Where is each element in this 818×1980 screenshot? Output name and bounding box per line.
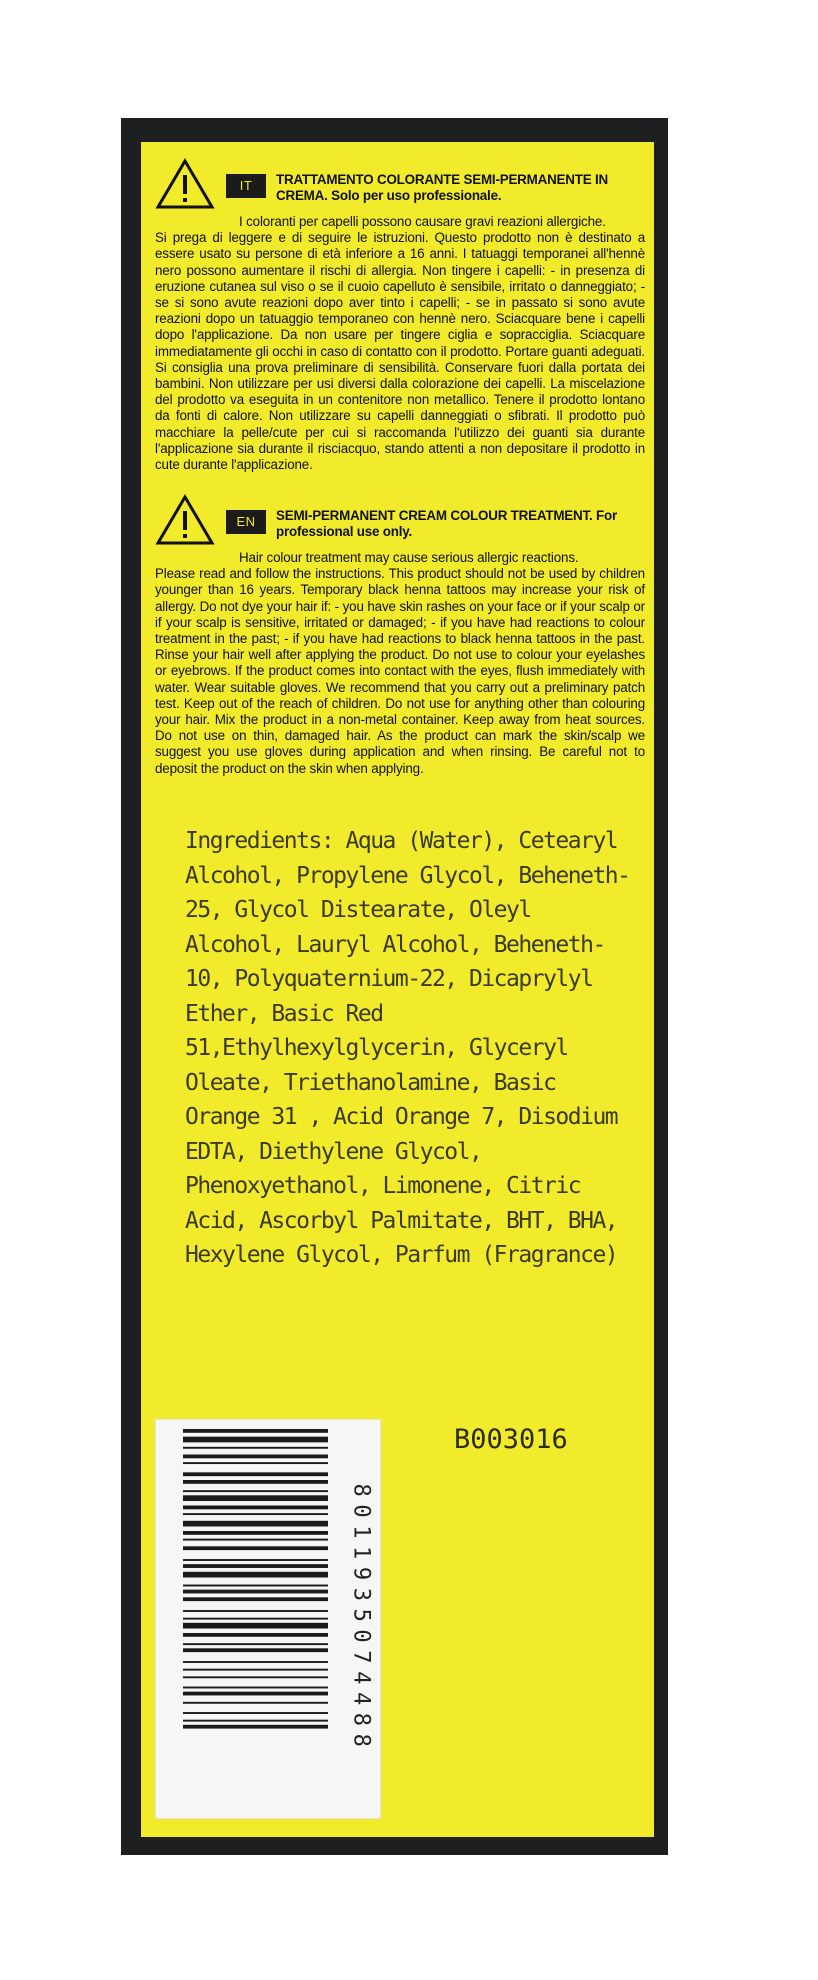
- barcode-bar: [183, 1429, 328, 1433]
- english-body: Please read and follow the instructions. This product should not be used by children younger than 16 years. Temporary black henna tattoos may increase your risk of allergy. Do not dye your hair if: - you have skin rashes on your face or if your scalp or if your scalp is sensitive, irritated or damaged; - if you have had reactions to colour treatment in the past; - if you have had reactions to black henna tattoos in the past. Rinse your hair well after applying the product. Do not use to colour your eyelashes or eyebrows. If the product comes into contact with the eyes, flush immediately with water. Wear suitable gloves. We recommend that you carry out a preliminary patch test. Keep out of the reach of children. Do not use for anything other than colouring your hair. Mix the product in a non-metal container. Keep away from heat sources. Do not use on thin, damaged hair. As the product can mark the skin/scalp we suggest you use gloves during application and when rinsing. Be careful not to deposit the product on the skin when applying.: [155, 566, 645, 776]
- barcode-bar: [183, 1712, 328, 1714]
- warning-triangle-icon: [155, 494, 215, 546]
- barcode-bar: [183, 1597, 328, 1601]
- barcode-bar: [183, 1692, 328, 1696]
- barcode-bar: [183, 1490, 328, 1492]
- barcode-bar: [183, 1506, 328, 1510]
- english-heading: SEMI-PERMANENT CREAM COLOUR TREATMENT. For professional use only.: [276, 508, 617, 539]
- barcode-bar: [183, 1437, 328, 1443]
- barcode-icon: [155, 1419, 381, 1819]
- barcode-bar: [183, 1661, 328, 1663]
- barcode-bar: [183, 1648, 328, 1652]
- barcode-bar: [183, 1623, 328, 1629]
- english-lead: Hair colour treatment may cause serious allergic reactions.: [239, 550, 579, 565]
- barcode-bar: [183, 1513, 328, 1515]
- ingredients-list: Ingredients: Aqua (Water), Cetearyl Alcohol, Propylene Glycol, Beheneth-25, Glycol Distearate, Oleyl Alcohol, Lauryl Alcohol, Beheneth-10, Polyquaternium-22, Dicaprylyl Ether, Basic Red 51,Ethylhexylglycerin, Glyceryl Oleate, Triethanolamine, Basic Orange 31 , Acid Orange 7, Disodium EDTA, Diethylene Glycol, Phenoxyethanol, Limonene, Citric Acid, Ascorbyl Palmitate, BHT, BHA, Hexylene Glycol, Parfum (Fragrance): [185, 828, 630, 1268]
- barcode-bar: [183, 1531, 328, 1535]
- barcode-bar: [183, 1702, 328, 1704]
- barcode-bar: [183, 1546, 328, 1550]
- barcode-bar: [183, 1462, 328, 1464]
- barcode-bar: [183, 1539, 328, 1541]
- language-badge-it: IT: [226, 174, 266, 198]
- barcode-bar: [183, 1480, 328, 1484]
- barcode-bar: [183, 1564, 328, 1568]
- italian-heading: TRATTAMENTO COLORANTE SEMI-PERMANENTE IN CREMA. Solo per uso professionale.: [276, 172, 608, 203]
- barcode-bar: [183, 1643, 328, 1645]
- barcode-number: 8011935074488: [348, 1483, 374, 1755]
- barcode-bar: [183, 1687, 328, 1689]
- barcode-bar: [183, 1585, 328, 1587]
- language-badge-en: EN: [226, 510, 266, 534]
- package-label: [141, 142, 654, 1837]
- english-warning-header: [155, 492, 645, 548]
- warning-triangle-icon: [155, 158, 215, 210]
- barcode-bar: [183, 1559, 328, 1561]
- barcode-bar: [183, 1676, 328, 1678]
- barcode-bar: [183, 1633, 328, 1637]
- barcode-bar: [183, 1618, 328, 1620]
- barcode-bar: [183, 1472, 328, 1476]
- barcode-bar: [183, 1610, 328, 1612]
- barcode-bar: [183, 1725, 328, 1729]
- italian-body: Si prega di leggere e di seguire le istruzioni. Questo prodotto non è destinato a essere usato su persone di età inferiore a 16 anni. I tatuaggi temporanei all'hennè nero possono aumentare il rischi di allergia. Non tingere i capelli: - in presenza di eruzione cutanea sul viso o se il cuoio capelluto è sensibile, irritato o danneggiato; - se si sono avute reazioni dopo aver tinto i capelli; - se in passato si sono avute reazioni dopo un tatuaggio temporaneo con hennè nero. Sciacquare bene i capelli dopo l'applicazione. Da non usare per tingere ciglia e sopracciglia. Sciacquare immediatamente gli occhi in caso di contatto con il prodotto. Portare guanti adeguati. Si consiglia una prova preliminare di sensibilità. Conservare fuori dalla portata dei bambini. Non utilizzare per usi diversi dalla colorazione dei capelli. La miscelazione del prodotto va eseguita in un contenitore non metallico. Tenere il prodotto lontano da fonti di calore. Non utilizzare su capelli danneggiati o sfibrati. Il prodotto può macchiare la pelle/cute per cui si raccomanda l'utilizzo dei guanti sia durante l'applicazione sia durante il risciacquo, stando attenti a non depositare il prodotto in cute durante l'applicazione.: [155, 230, 645, 473]
- barcode-bar: [183, 1590, 328, 1594]
- barcode-bar: [183, 1669, 328, 1671]
- italian-lead: I coloranti per capelli possono causare gravi reazioni allergiche.: [239, 214, 606, 229]
- italian-section: [155, 156, 645, 473]
- english-section: [155, 492, 645, 777]
- barcode-bar: [183, 1720, 328, 1722]
- italian-warning-text: [155, 214, 645, 473]
- barcode-bar: [183, 1495, 328, 1501]
- barcode-bar: [183, 1572, 328, 1578]
- batch-code: B003016: [454, 1424, 568, 1455]
- english-warning-text: [155, 550, 645, 777]
- barcode-bar: [183, 1521, 328, 1527]
- italian-warning-header: [155, 156, 645, 212]
- barcode-bar: [183, 1455, 328, 1459]
- barcode-bar: [183, 1447, 328, 1449]
- barcode-sticker: [155, 1419, 381, 1819]
